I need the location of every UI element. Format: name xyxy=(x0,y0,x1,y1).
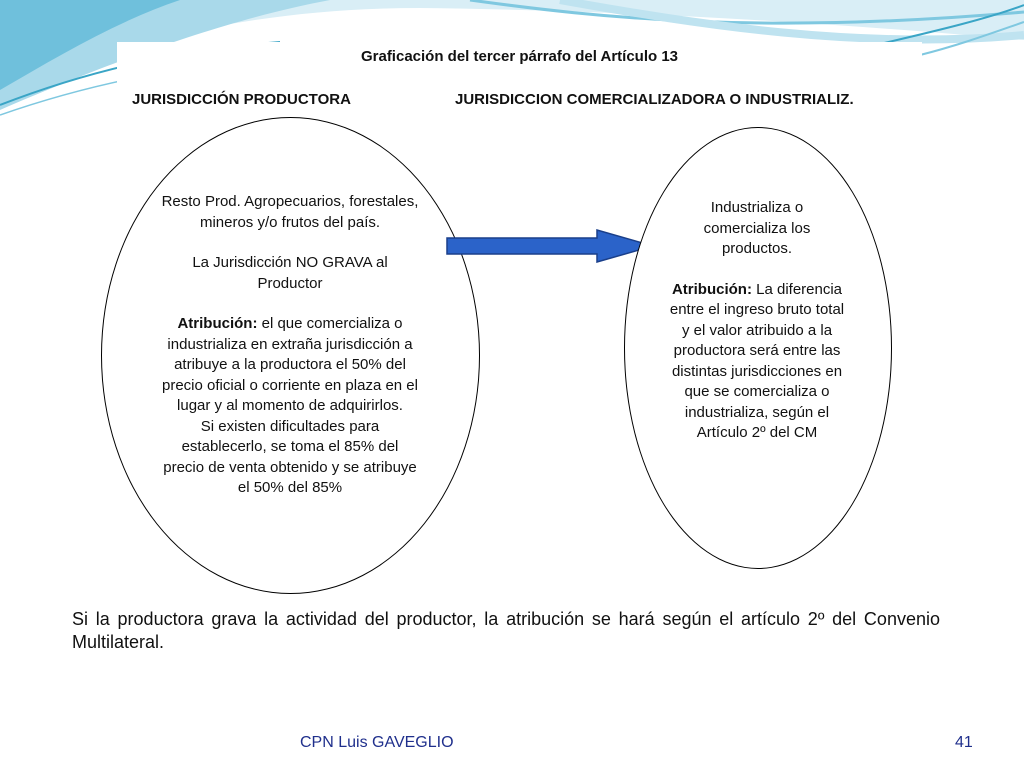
left-column-label: JURISDICCIÓN PRODUCTORA xyxy=(132,91,351,108)
page-number: 41 xyxy=(955,734,973,751)
producer-attribution-text xyxy=(160,314,420,417)
footer-author: CPN Luis GAVEGLIO xyxy=(300,734,454,751)
flow-arrow xyxy=(445,228,655,264)
commercializer-attribution-label: Atribución: xyxy=(671,280,752,298)
right-column-label: JURISDICCION COMERCIALIZADORA O INDUSTRIALIZ. xyxy=(455,91,854,108)
producer-difficulty-text: Si existen dificultades para establecerlo, se toma el 85% del precio de venta obtenido y se atribuye el 50% del 85% xyxy=(163,417,417,496)
producer-attribution-label: Atribución: xyxy=(177,315,258,332)
commercializer-attribution-text xyxy=(668,280,846,444)
commercializer-attribution-body: La diferencia entre el ingreso bruto total y el valor atribuido a la productora será entre las distintas jurisdicciones en que se comercializa o industrializa, según el Artículo 2º del CM xyxy=(669,280,845,441)
diagram-title: Graficación del tercer párrafo del Artículo 13 xyxy=(360,48,679,65)
commercializer-activity-text: Industrializa o comercializa los productos. xyxy=(703,199,811,257)
bottom-note: Si la productora grava la actividad del productor, la atribución se hará según el artículo 2º del Convenio Multilateral. xyxy=(72,609,940,652)
producer-attribution-body: el que comercializa o industrializa en extraña jurisdicción a atribuye a la productora el 50% del precio oficial o corriente en plaza en el lugar y al momento de adquirirlos. xyxy=(162,315,418,414)
producer-ellipse-text xyxy=(160,192,420,499)
commercializer-ellipse-text xyxy=(668,198,846,444)
producer-no-tax-text: La Jurisdicción NO GRAVA al Productor xyxy=(192,254,388,292)
producer-products-text: Resto Prod. Agropecuarios, forestales, mineros y/o frutos del país. xyxy=(161,193,419,231)
header-box xyxy=(117,42,922,114)
